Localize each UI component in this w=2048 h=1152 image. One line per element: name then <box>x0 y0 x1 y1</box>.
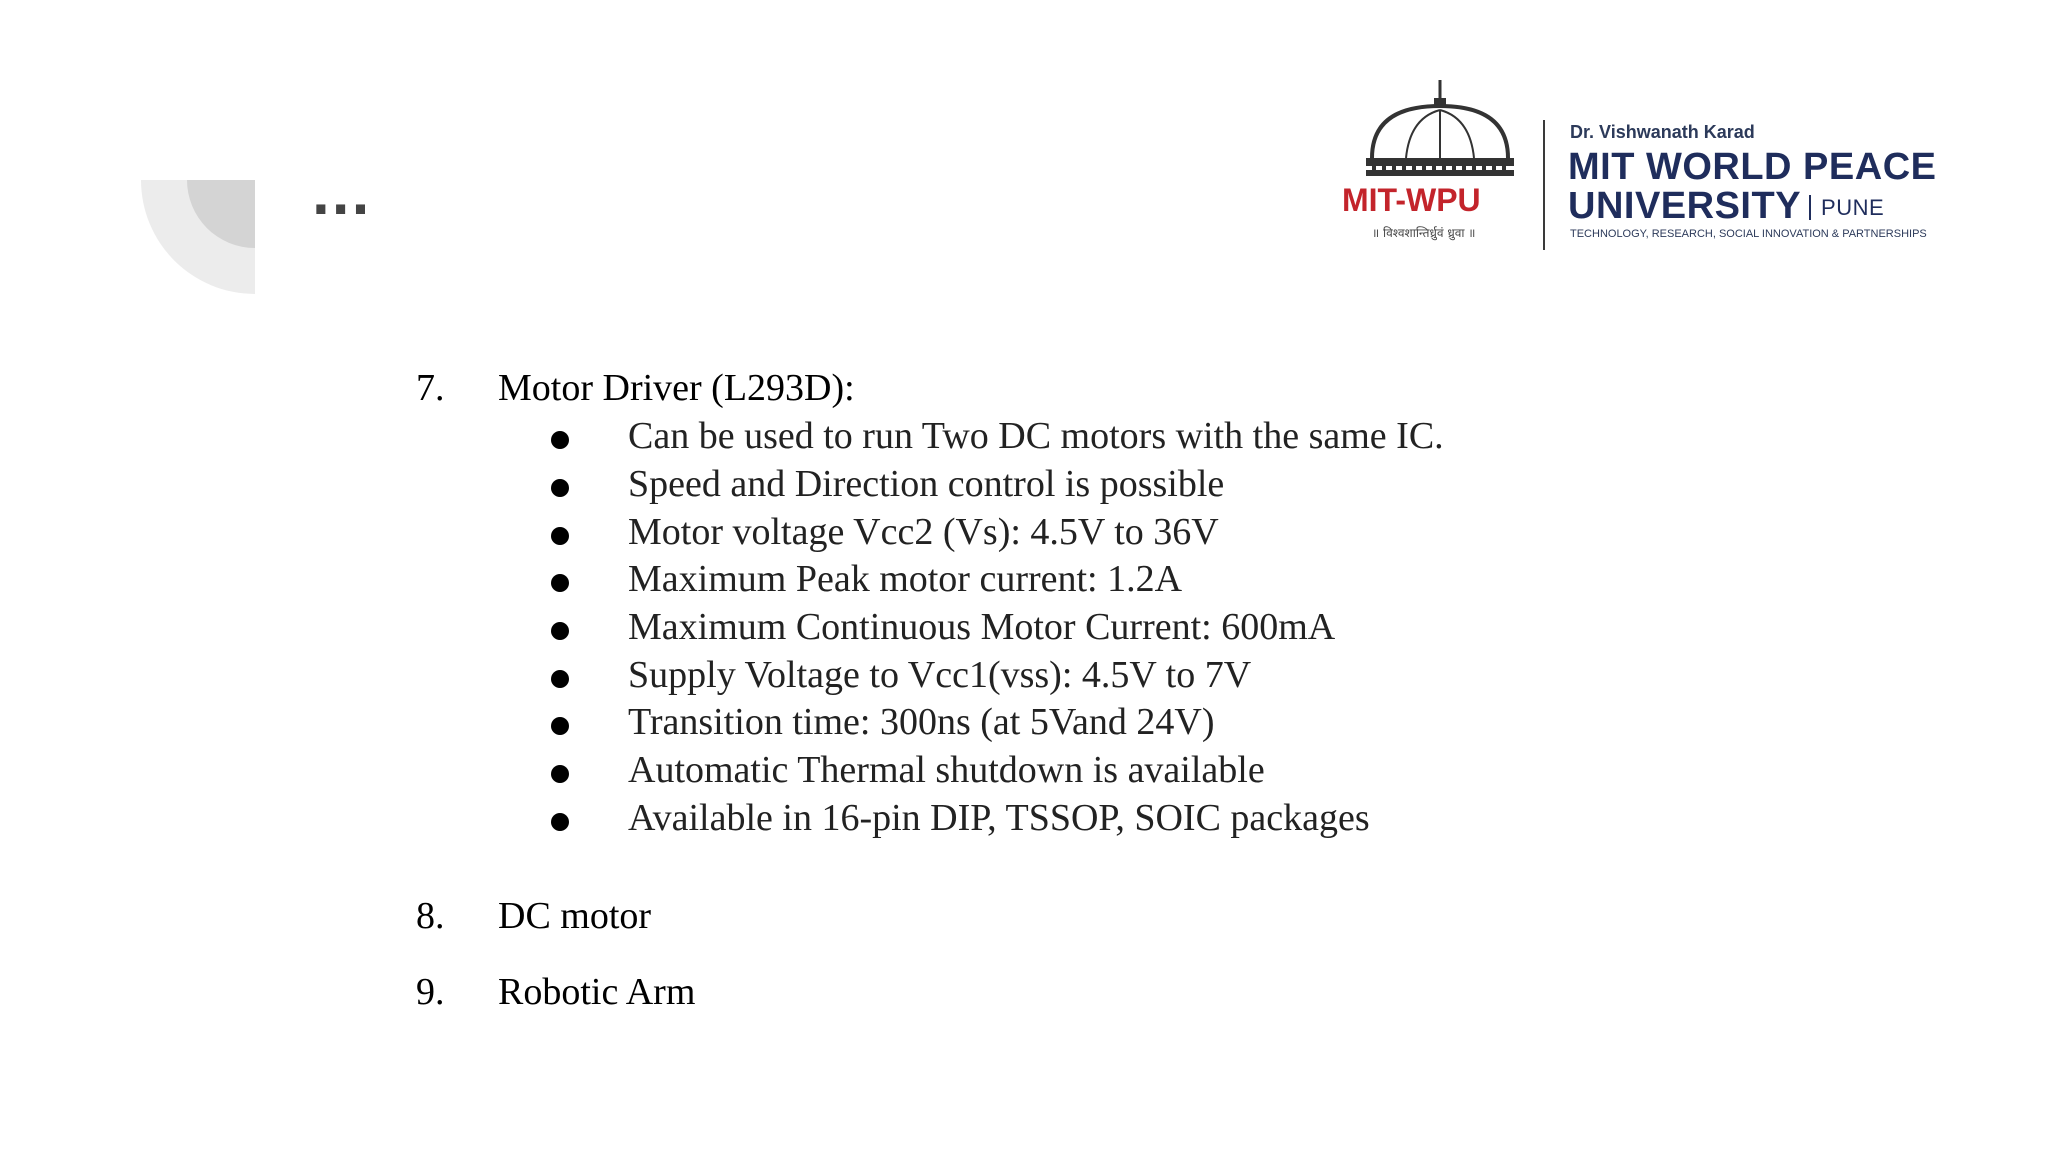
logo-tagline: TECHNOLOGY, RESEARCH, SOCIAL INNOVATION & PARTNERSHIPS <box>1570 228 1927 240</box>
bullet-item: Transition time: 300ns (at 5Vand 24V) <box>628 701 1215 743</box>
bullet-dot <box>551 765 569 783</box>
bullet-dot <box>551 527 569 545</box>
item-number: 9. <box>416 971 445 1013</box>
bullet-item: Automatic Thermal shutdown is available <box>628 749 1265 791</box>
bullet-dot <box>551 431 569 449</box>
item-number: 8. <box>416 895 445 937</box>
bullet-dot <box>551 479 569 497</box>
logo-university: UNIVERSITY <box>1568 185 1802 227</box>
logo-founder: Dr. Vishwanath Karad <box>1570 122 1755 142</box>
dome-icon <box>1350 78 1530 178</box>
university-logo <box>1340 74 1937 250</box>
bullet-dot <box>551 813 569 831</box>
corner-decoration <box>141 180 255 294</box>
bullet-item: Maximum Peak motor current: 1.2A <box>628 558 1183 600</box>
item-label: Robotic Arm <box>498 971 696 1013</box>
logo-name-line1: MIT WORLD PEACE <box>1568 146 1937 188</box>
bullet-item: Supply Voltage to Vcc1(vss): 4.5V to 7V <box>628 654 1252 696</box>
item-number: 7. <box>416 367 445 409</box>
logo-name-line2 <box>1568 185 1884 228</box>
logo-brand-short: MIT-WPU <box>1342 182 1481 218</box>
logo-city: PUNE <box>1809 195 1884 220</box>
item-label: DC motor <box>498 895 652 937</box>
bullet-item: Speed and Direction control is possible <box>628 463 1225 505</box>
logo-divider <box>1543 120 1545 250</box>
bullet-item: Motor voltage Vcc2 (Vs): 4.5V to 36V <box>628 511 1219 553</box>
bullet-dot <box>551 622 569 640</box>
logo-motto: ॥ विश्वशान्तिर्ध्रुवं ध्रुवा ॥ <box>1372 226 1476 240</box>
bullet-item: Maximum Continuous Motor Current: 600mA <box>628 606 1336 648</box>
bullet-item: Available in 16-pin DIP, TSSOP, SOIC packages <box>628 797 1370 839</box>
slide-title: ... <box>312 156 372 228</box>
bullet-dot <box>551 574 569 592</box>
bullet-dot <box>551 717 569 735</box>
bullet-item: Can be used to run Two DC motors with the same IC. <box>628 415 1444 457</box>
item-label: Motor Driver (L293D): <box>498 367 855 409</box>
bullet-dot <box>551 670 569 688</box>
